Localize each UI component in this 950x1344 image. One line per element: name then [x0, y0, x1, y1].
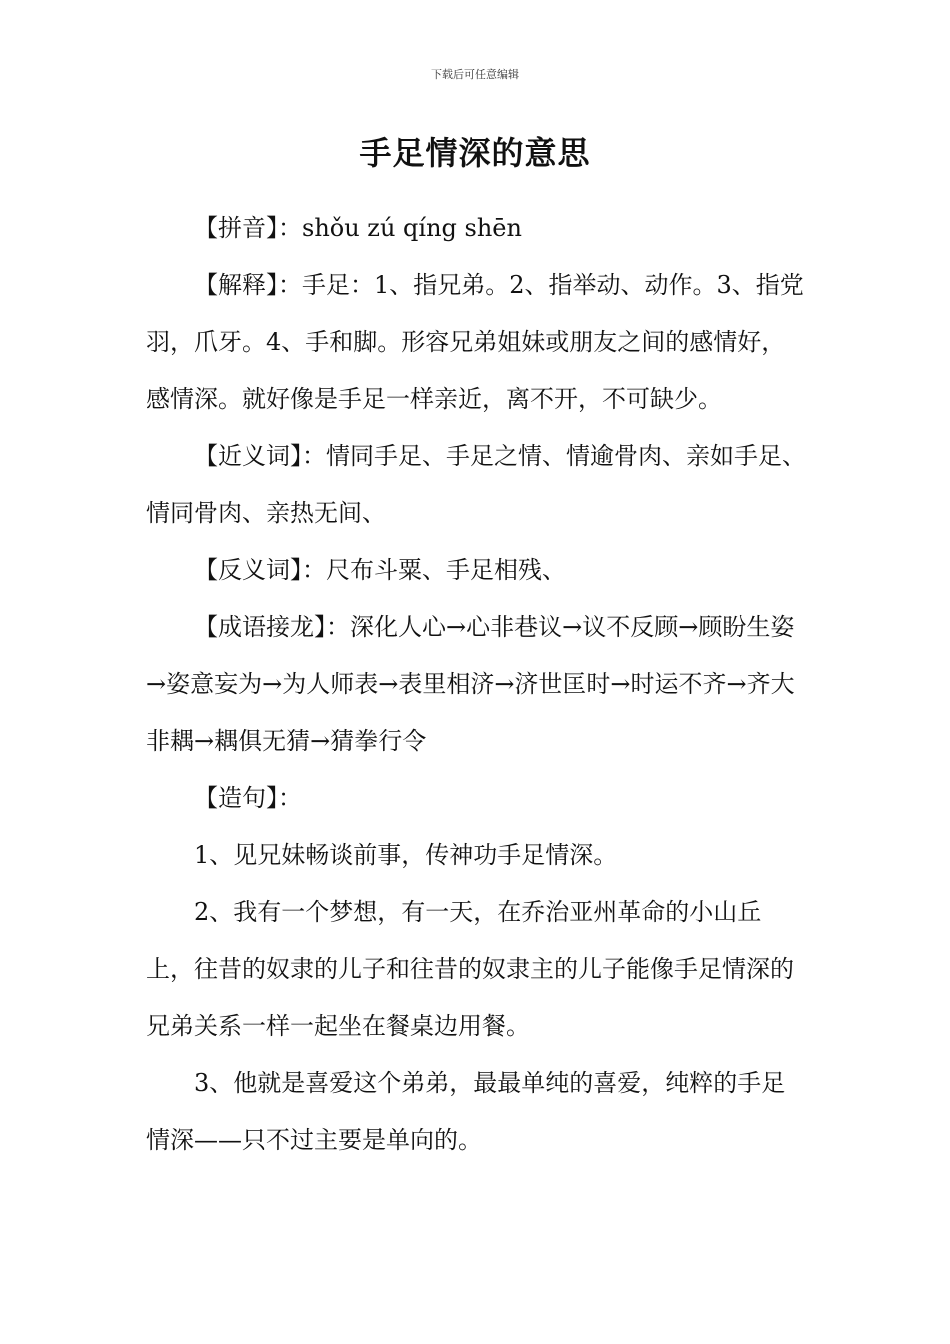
example-sentence-2: 2、我有一个梦想，有一天，在乔治亚州革命的小山丘上，往昔的奴隶的儿子和往昔的奴隶主的儿子能像手足情深的兄弟关系一样一起坐在餐桌边用餐。	[146, 898, 794, 1040]
header-note: 下载后可任意编辑	[431, 68, 519, 81]
synonyms-paragraph: 【近义词】：情同手足、手足之情、情逾骨肉、亲如手足、情同骨肉、亲热无间、	[146, 442, 806, 527]
example-sentence-3: 3、他就是喜爱这个弟弟，最最单纯的喜爱，纯粹的手足情深——只不过主要是单向的。	[146, 1069, 786, 1154]
pinyin-paragraph: 【拼音】：shǒu zú qíng shēn	[194, 214, 522, 242]
example-sentence-1: 1、见兄妹畅谈前事，传神功手足情深。	[194, 841, 618, 869]
example-sentences-heading: 【造句】：	[194, 784, 302, 812]
idiom-chain-paragraph: 【成语接龙】：深化人心→心非巷议→议不反顾→顾盼生姿→姿意妄为→为人师表→表里相济→济世匡时→时运不齐→齐大非耦→耦俱无猜→猜拳行令	[146, 613, 795, 755]
antonyms-paragraph: 【反义词】：尺布斗粟、手足相残、	[194, 556, 566, 584]
page-title: 手足情深的意思	[359, 134, 591, 172]
explanation-paragraph: 【解释】：手足：1、指兄弟。2、指举动、动作。3、指党羽，爪牙。4、手和脚。形容兄弟姐妹或朋友之间的感情好，感情深。就好像是手足一样亲近，离不开，不可缺少。	[146, 271, 804, 413]
document-body	[146, 200, 806, 1169]
